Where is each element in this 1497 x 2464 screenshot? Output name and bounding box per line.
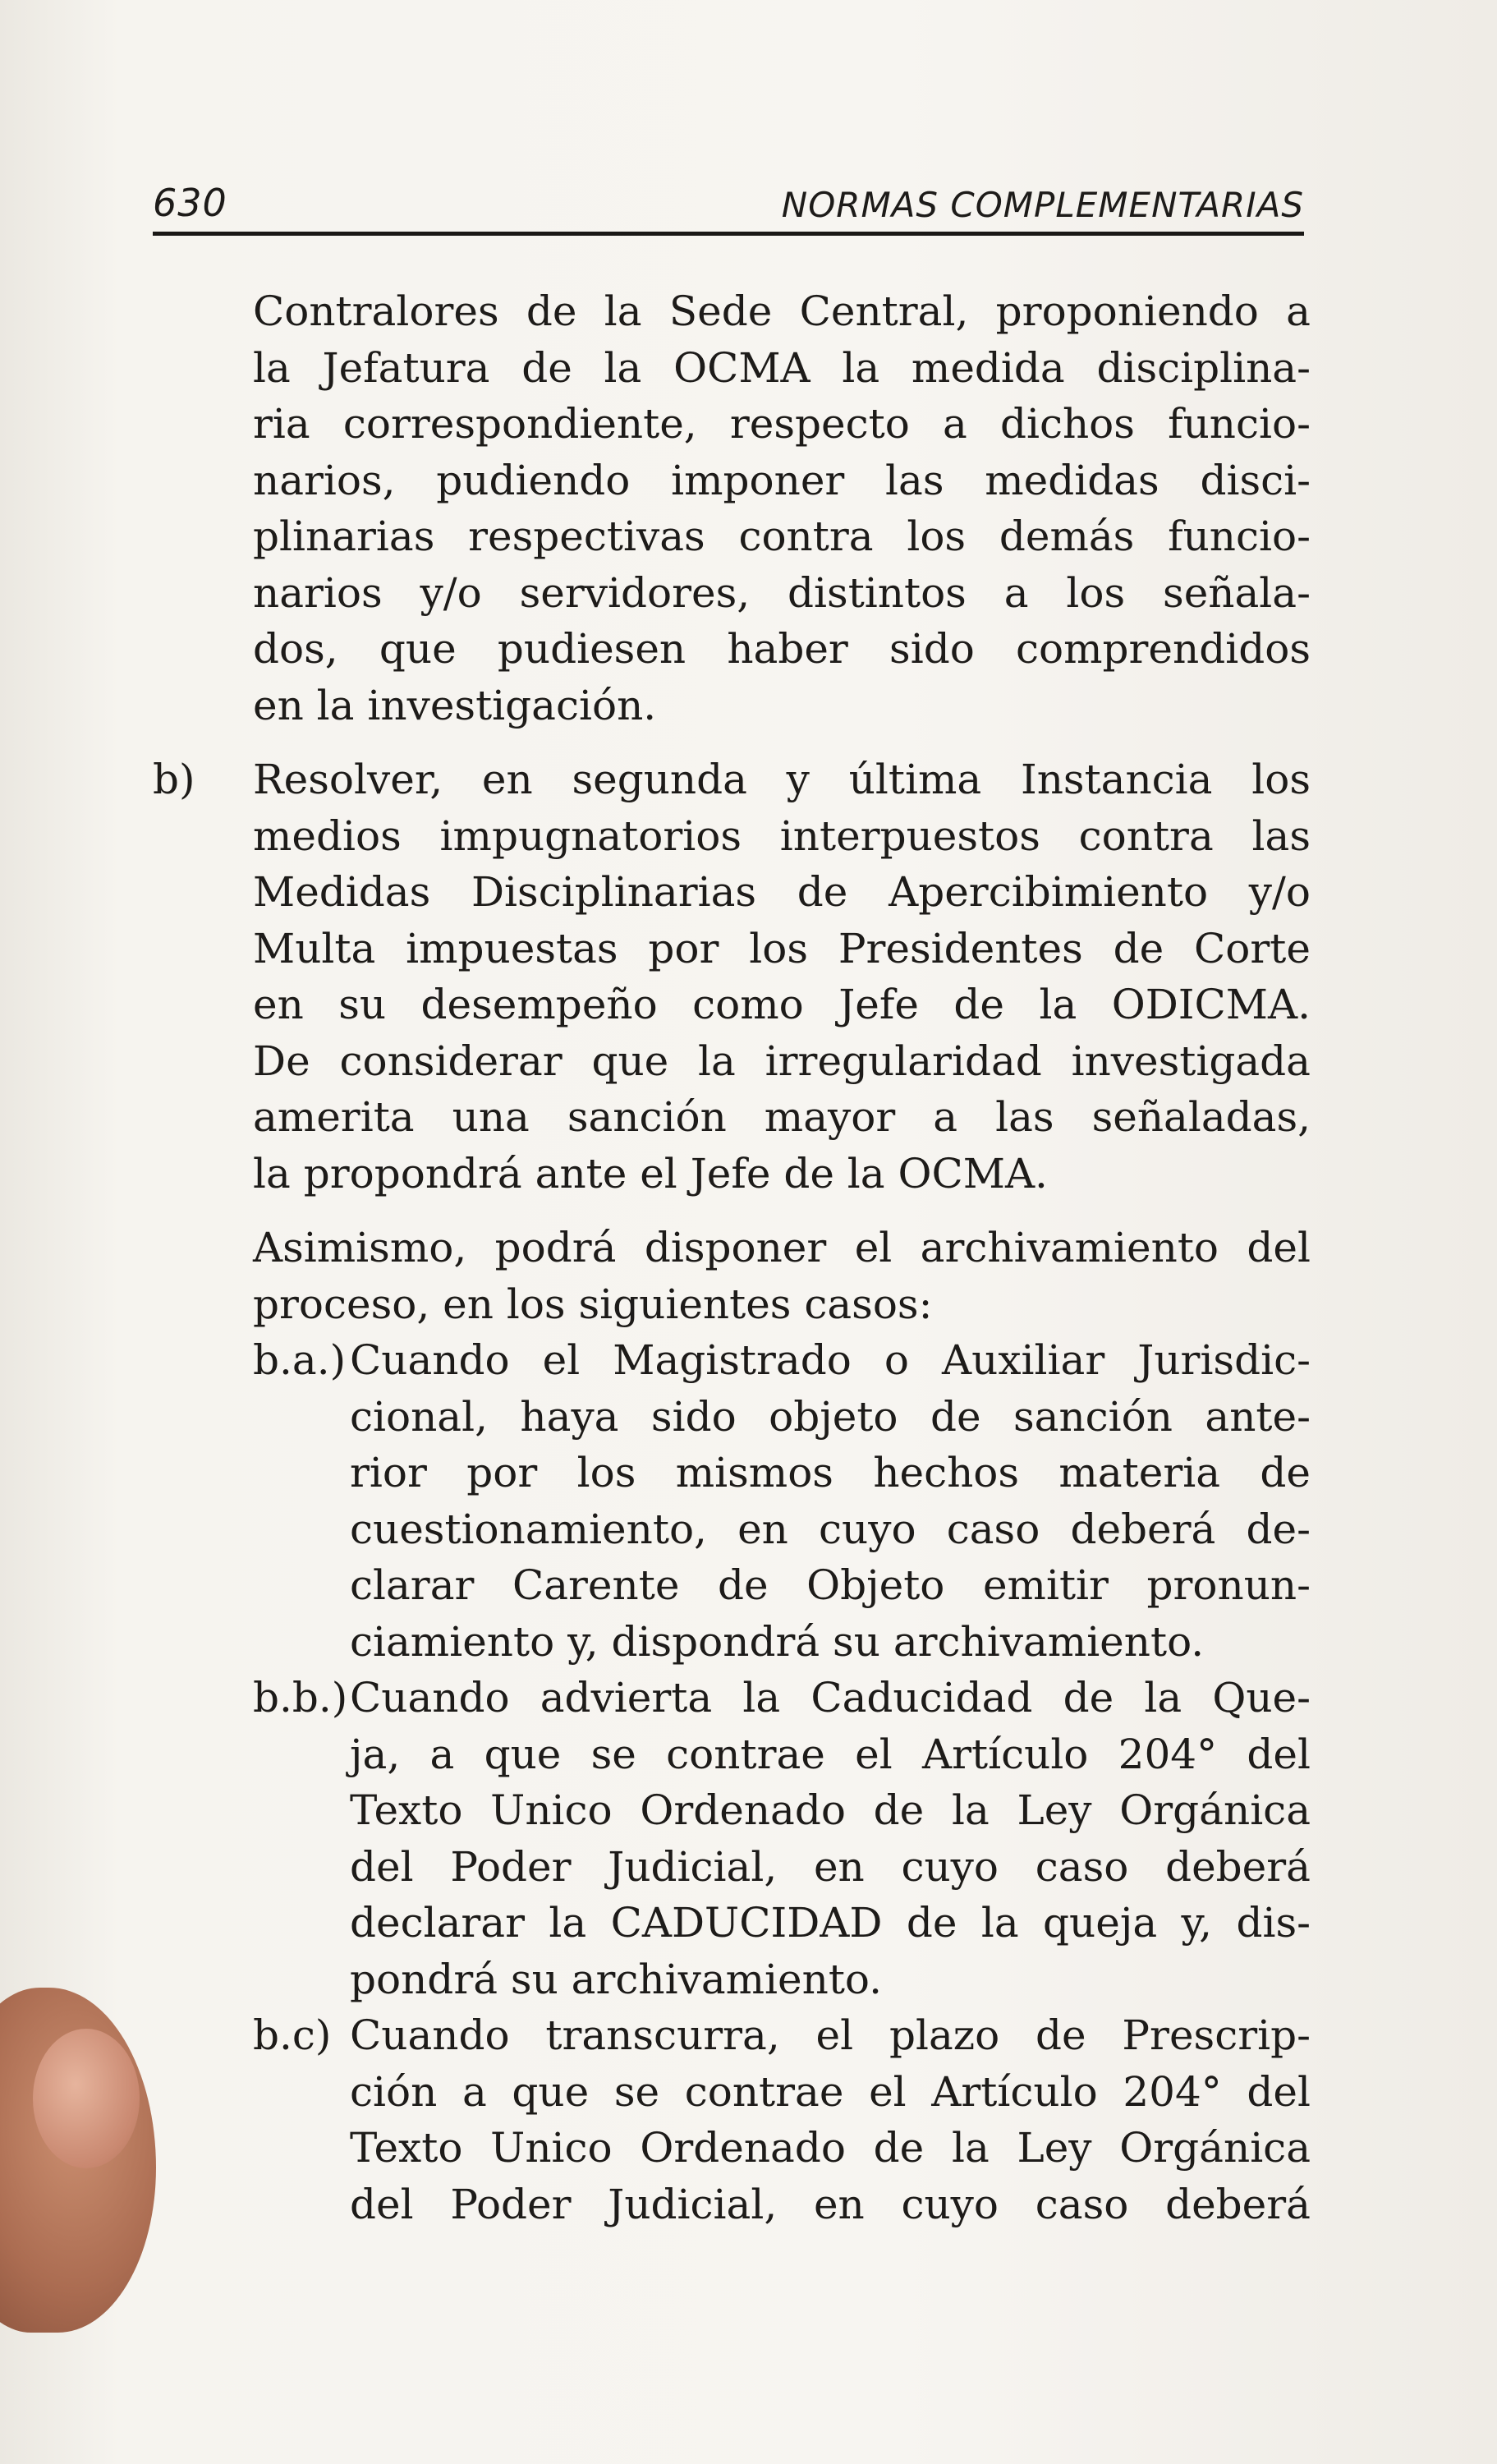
item-label: b.c) (253, 2011, 332, 2059)
page-header (153, 168, 1304, 236)
text-line: pondrá su archivamiento. (350, 1955, 883, 2003)
text-line: Cuando transcurra, el plazo de Prescrip- (350, 2011, 1311, 2059)
text-line: De considerar que la irregularidad investigada (253, 1037, 1311, 1085)
text-line: ción a que se contrae el Artículo 204° del (350, 2067, 1311, 2116)
text-line: Cuando advierta la Caducidad de la Que- (350, 1674, 1311, 1722)
text-line: Multa impuestas por los Presidentes de Corte (253, 924, 1311, 972)
text-line: del Poder Judicial, en cuyo caso deberá (350, 2180, 1311, 2228)
text-line: Resolver, en segunda y última Instancia los (253, 756, 1311, 803)
running-title: NORMAS COMPLEMENTARIAS (781, 185, 1304, 225)
text-line: rior por los mismos hechos materia de (350, 1449, 1311, 1496)
text-line: ja, a que se contrae el Artículo 204° del (350, 1730, 1311, 1778)
text-line: la propondrá ante el Jefe de la OCMA. (253, 1149, 1048, 1198)
list-item-bb (153, 1670, 1311, 2007)
list-item-b (153, 752, 1311, 1202)
text-line: Contralores de la Sede Central, proponiendo a (253, 287, 1311, 335)
fingernail-photo-artifact (33, 2029, 140, 2168)
text-line: Texto Unico Ordenado de la Ley Orgánica (350, 1786, 1311, 1834)
text-line: Medidas Disciplinarias de Apercibimiento y/o (253, 868, 1311, 916)
text-line: del Poder Judicial, en cuyo caso deberá (350, 1842, 1311, 1891)
paragraph-intro (153, 283, 1311, 733)
text-line: declarar la CADUCIDAD de la queja y, dis- (350, 1899, 1311, 1947)
text-line: en la investigación. (253, 681, 657, 729)
page-number: 630 (153, 181, 227, 225)
text-line: clarar Carente de Objeto emitir pronun- (350, 1561, 1311, 1609)
page-body (153, 283, 1311, 2232)
text-line: ria correspondiente, respecto a dichos funcio- (253, 400, 1311, 448)
item-label: b) (153, 756, 195, 803)
text-line: cional, haya sido objeto de sanción ante- (350, 1392, 1311, 1441)
text-line: en su desempeño como Jefe de la ODICMA. (253, 981, 1311, 1028)
text-line: narios y/o servidores, distintos a los señala- (253, 568, 1311, 617)
text-line: narios, pudiendo imponer las medidas disci- (253, 456, 1311, 504)
list-item-bc (153, 2007, 1311, 2232)
text-line: Asimismo, podrá disponer el archivamiento del (253, 1224, 1311, 1271)
text-line: la Jefatura de la OCMA la medida disciplina- (253, 343, 1311, 392)
text-line: dos, que pudiesen haber sido comprendidos (253, 625, 1311, 673)
text-line: Texto Unico Ordenado de la Ley Orgánica (350, 2124, 1311, 2172)
item-label: b.b.) (253, 1674, 348, 1722)
text-line: Cuando el Magistrado o Auxiliar Jurisdic- (350, 1336, 1311, 1384)
text-line: ciamiento y, dispondrá su archivamiento. (350, 1617, 1205, 1666)
text-line: medios impugnatorios interpuestos contra las (253, 811, 1311, 860)
text-line: proceso, en los siguientes casos: (253, 1280, 933, 1328)
paragraph-asimismo (153, 1220, 1311, 1332)
list-item-ba (153, 1332, 1311, 1670)
text-line: plinarias respectivas contra los demás funcio- (253, 513, 1311, 560)
text-line: cuestionamiento, en cuyo caso deberá de- (350, 1505, 1311, 1553)
item-label: b.a.) (253, 1336, 347, 1384)
text-line: amerita una sanción mayor a las señaladas, (253, 1093, 1311, 1141)
